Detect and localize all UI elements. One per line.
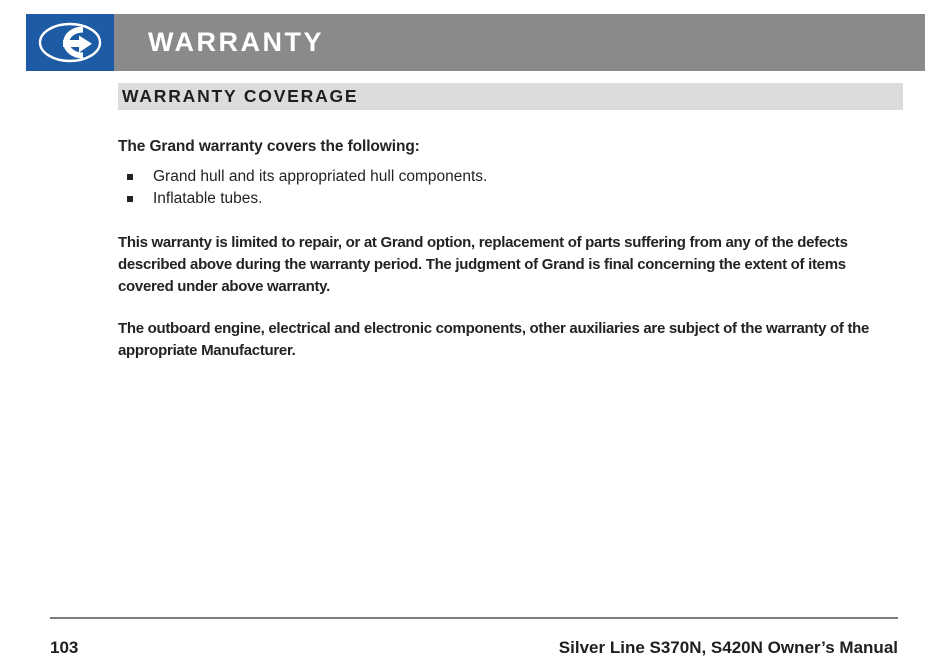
grand-boats-logo-icon — [26, 14, 114, 71]
footer-divider — [50, 617, 898, 619]
list-item — [118, 166, 487, 188]
chapter-title-bar — [114, 14, 925, 71]
manual-title: Silver Line S370N, S420N Owner’s Manual — [558, 638, 898, 657]
coverage-bullet-list — [118, 166, 487, 210]
footer — [50, 638, 898, 658]
third-party-warranty-paragraph: The outboard engine, electrical and electronic components, other auxiliaries are subject of the warranty of the appropriate Manufacturer. — [118, 320, 870, 359]
chapter-title: WARRANTY — [148, 27, 324, 57]
list-item-text: Grand hull and its appropriated hull components. — [153, 168, 488, 185]
square-bullet-icon — [127, 174, 133, 180]
intro-text: The Grand warranty covers the following: — [118, 137, 420, 155]
list-item — [118, 188, 487, 210]
warranty-limitation-paragraph: This warranty is limited to repair, or at Grand option, replacement of parts suffering from any of the defects described above during the warranty period. The judgment of Grand is final concerning the extent of items covered under above warranty. — [118, 234, 848, 295]
page-number: 103 — [50, 638, 79, 657]
section-heading: WARRANTY COVERAGE — [118, 83, 903, 110]
list-item-text: Inflatable tubes. — [153, 190, 263, 207]
square-bullet-icon — [127, 196, 133, 202]
brand-logo-box — [26, 14, 114, 71]
